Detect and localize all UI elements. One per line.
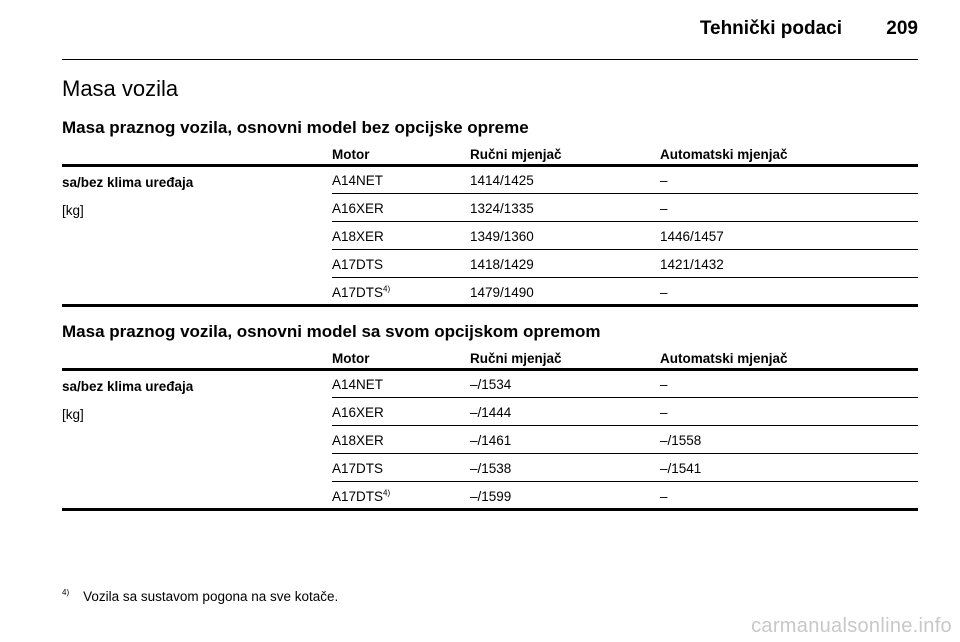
footnote-ref: 4) — [383, 284, 391, 294]
cell-auto: – — [660, 405, 668, 420]
cell-manual: 1479/1490 — [470, 285, 534, 300]
col-header-auto: Automatski mjenjač — [660, 147, 788, 162]
footnote-text: Vozila sa sustavom pogona na sve kotače. — [83, 589, 339, 604]
table-header — [62, 346, 918, 371]
header-title: Tehnički podaci — [699, 18, 842, 39]
cell-motor: A16XER — [332, 405, 384, 420]
cell-motor: A14NET — [332, 377, 384, 392]
cell-auto: – — [660, 489, 668, 504]
page-header — [62, 14, 918, 46]
col-header-manual: Ručni mjenjač — [470, 351, 562, 366]
cell-manual: –/1534 — [470, 377, 512, 392]
table-row — [332, 251, 918, 278]
watermark: carmanualsonline.info — [751, 615, 952, 637]
table-row — [332, 167, 918, 194]
table-row — [332, 279, 918, 306]
col-header-motor: Motor — [332, 147, 370, 162]
mass-table-all-options — [62, 346, 918, 511]
section-title-no-options: Masa praznog vozila, osnovni model bez opcijske opreme — [62, 118, 529, 137]
table-row — [332, 427, 918, 454]
cell-manual: 1349/1360 — [470, 229, 534, 244]
table-row — [332, 223, 918, 250]
page-number: 209 — [886, 18, 918, 39]
table-row — [332, 455, 918, 482]
page-title: Masa vozila — [62, 76, 179, 101]
footnote-ref: 4) — [383, 488, 391, 498]
cell-motor: A18XER — [332, 229, 384, 244]
cell-manual: –/1599 — [470, 489, 512, 504]
cell-motor: A17DTS$^{4)}$ — [332, 284, 391, 300]
cell-motor: A17DTS — [332, 257, 384, 272]
footnote — [62, 589, 338, 604]
cell-auto: 1421/1432 — [660, 257, 724, 272]
mass-table-no-options — [62, 142, 918, 307]
cell-manual: 1414/1425 — [470, 173, 534, 188]
cell-motor: A17DTS$^{4)}$ — [332, 488, 391, 504]
cell-manual: –/1538 — [470, 461, 512, 476]
header-divider — [62, 59, 918, 60]
row-label: sa/bez klima uređaja — [62, 379, 194, 394]
col-header-manual: Ručni mjenjač — [470, 147, 562, 162]
cell-auto: –/1541 — [660, 461, 702, 476]
section-title-all-options: Masa praznog vozila, osnovni model sa svom opcijskom opremom — [62, 322, 601, 341]
cell-auto: 1446/1457 — [660, 229, 724, 244]
col-header-auto: Automatski mjenjač — [660, 351, 788, 366]
table-row — [332, 399, 918, 426]
footnote-mark: 4) — [62, 588, 70, 597]
cell-motor: A17DTS — [332, 461, 384, 476]
cell-auto: – — [660, 285, 668, 300]
table-body — [62, 371, 918, 511]
cell-manual: –/1461 — [470, 433, 512, 448]
cell-motor: A14NET — [332, 173, 384, 188]
table-row — [332, 483, 918, 510]
table-body — [62, 167, 918, 307]
cell-auto: – — [660, 173, 668, 188]
row-unit: [kg] — [62, 407, 84, 422]
table-row — [332, 371, 918, 398]
table-header — [62, 142, 918, 167]
row-label: sa/bez klima uređaja — [62, 175, 194, 190]
cell-motor: A16XER — [332, 201, 384, 216]
cell-auto: –/1558 — [660, 433, 702, 448]
cell-manual: 1418/1429 — [470, 257, 534, 272]
cell-manual: 1324/1335 — [470, 201, 534, 216]
cell-motor: A18XER — [332, 433, 384, 448]
cell-auto: – — [660, 201, 668, 216]
row-unit: [kg] — [62, 203, 84, 218]
cell-manual: –/1444 — [470, 405, 512, 420]
cell-auto: – — [660, 377, 668, 392]
table-row — [332, 195, 918, 222]
col-header-motor: Motor — [332, 351, 370, 366]
